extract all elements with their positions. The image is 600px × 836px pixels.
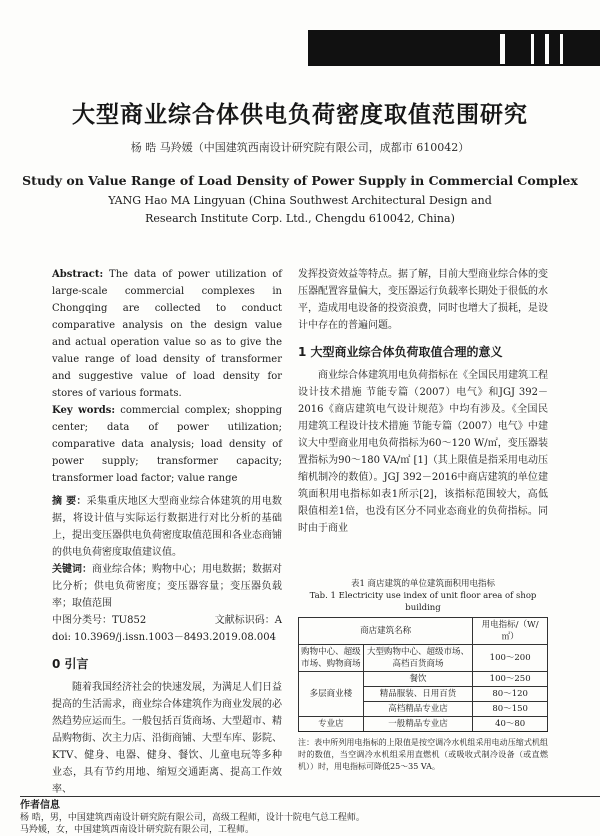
table-cell: 100～250 [473,672,548,687]
title-en: Study on Value Range of Load Density of Power Supply in Commercial Complex [22,173,578,188]
authors-cn: 杨 晧 马羚媛（中国建筑西南设计研究院有限公司，成都市 610042） [130,141,470,154]
table-header-name: 商店建筑名称 [299,618,473,645]
abstract-en [52,266,282,402]
affiliation-en: Research Institute Corp. Ltd., Chengdu 610042, China) [145,212,455,225]
keywords-cn-text: 商业综合体；购物中心；用电数据；数据对比分析；供电负荷密度；变压器容量；变压器负载率；取值范围 [52,564,282,609]
table-cell: 大型购物中心、超级市场、高档百货商场 [363,645,473,672]
author-info-heading: 作者信息 [20,800,60,811]
keywords-cn [52,561,282,612]
keywords-en-text: commercial complex; shopping center; data of power utilization; comparative data analysis; load density of power supply; transformer capacity; transformer load factor; value range [52,405,282,484]
keywords-cn-label: 关键词： [52,564,92,575]
author-info-line-1: 杨 晧，男，中国建筑西南设计研究院有限公司，高级工程师，设计十院电气总工程师。 [20,813,365,823]
abstract-cn [52,493,282,561]
footer-divider [20,796,600,797]
keywords-en-label: Key words: [52,405,116,416]
right-column [298,266,548,537]
abstract-en-text: The data of power utilization of large-scale commercial complexes in Chongqing are collected to conduct comparative analysis on the design value and actual operation value so as to give the value range of load density of transformer and suggestive value of load density for stores of various formats. [52,269,282,399]
table-row [299,645,548,672]
abstract-en-label: Abstract: [52,269,104,280]
table-header-value: 用电指标/（W/㎡） [473,618,548,645]
author-info [20,800,590,836]
section-0-heading: 0 引言 [52,657,89,671]
table-row [299,717,548,732]
table-caption-en: Tab. 1 Electricity use index of unit floor area of shop building [309,591,537,613]
section-0-text: 随着我国经济社会的快速发展，为满足人们日益提高的生活需求，商业综合体建筑作为商业发展的必然趋势应运而生。一般包括百货商场、大型超市、精品购物街、次主力店、沿街商铺、大型车库、影院、KTV、健身、电器、健身、餐饮、儿童电玩等多种业态，具有节约用地、缩短交通距离、提高工作效率、 [52,682,282,795]
table-cell: 40～80 [473,717,548,732]
keywords-en [52,402,282,487]
table-1-grid [298,617,548,732]
doi: doi: 10.3969/j.issn.1003－8493.2019.08.004 [52,632,276,643]
header-decoration-block [308,30,600,66]
table-note: 注：表中所列用电指标的上限值是按空调冷水机组采用电动压缩式机组时的数值，当空调冷水机组采用直燃机（或吸收式制冷设备（或直燃机））时，用电指标可降低25～35 VA。 [298,738,548,771]
table-cell: 精品服装、日用百货 [363,687,473,702]
table-caption-cn: 表1 商店建筑的单位建筑面积用电指标 [350,579,496,589]
table-cell: 80～120 [473,687,548,702]
left-column [52,266,282,798]
author-info-line-2: 马羚媛，女，中国建筑西南设计研究院有限公司，工程师。 [20,825,255,835]
table-group-cell: 购物中心、超级市场、购物商场 [299,645,364,672]
section-1-text: 商业综合体建筑用电负荷指标在《全国民用建筑工程设计技术措施 节能专篇（2007）电气》和JGJ 392－2016《商店建筑电气设计规范》中均有涉及。《全国民用建筑工程设计技术措施 节能专篇（2007）电气》中建议大中型商业用电负荷指标为60～120 W/㎡，变压器装置指标为90～180 VA/㎡ [1]（其上限值是指采用电动压缩机制冷的数值）。JGJ 392－2016中商店建筑的单位建筑面积用电指标如表1所示[2]，该指标范围较大，高低限值相差1倍，也没有区分不同业态商业的负荷指标。同时由于商业 [298,370,548,534]
authors-en: YANG Hao MA Lingyuan (China Southwest Architectural Design and [108,194,492,207]
table-cell: 100～200 [473,645,548,672]
table-cell: 一般精品专业店 [363,717,473,732]
table-cell: 餐饮 [363,672,473,687]
intro-continued: 发挥投资效益等特点。据了解，目前大型商业综合体的变压器配置容量偏大，变压器运行负载率长期处于很低的水平，造成用电设备的投资浪费，同时也增大了损耗，是设计中存在的普遍问题。 [298,269,548,331]
title-cn: 大型商业综合体供电负荷密度取值范围研究 [72,101,528,128]
table-row [299,672,548,687]
abstract-cn-label: 摘 要： [52,496,87,507]
document-code: 文献标识码：A [214,615,282,626]
section-1-heading: 1 大型商业综合体负荷取值合理的意义 [298,345,503,359]
table-group-cell: 多层商业楼 [299,672,364,717]
table-group-cell: 专业店 [299,717,364,732]
table-cell: 高档精品专业店 [363,702,473,717]
table-cell: 80～150 [473,702,548,717]
abstract-cn-text: 采集重庆地区大型商业综合体建筑的用电数据，将设计值与实际运行数据进行对比分析的基础上，提出变压器供电负荷密度取值范围和各业态商铺的供电负荷密度取值建议值。 [52,496,283,558]
table-1 [298,578,548,773]
classification-row [52,612,282,629]
clc-number: 中图分类号：TU852 [52,615,147,626]
